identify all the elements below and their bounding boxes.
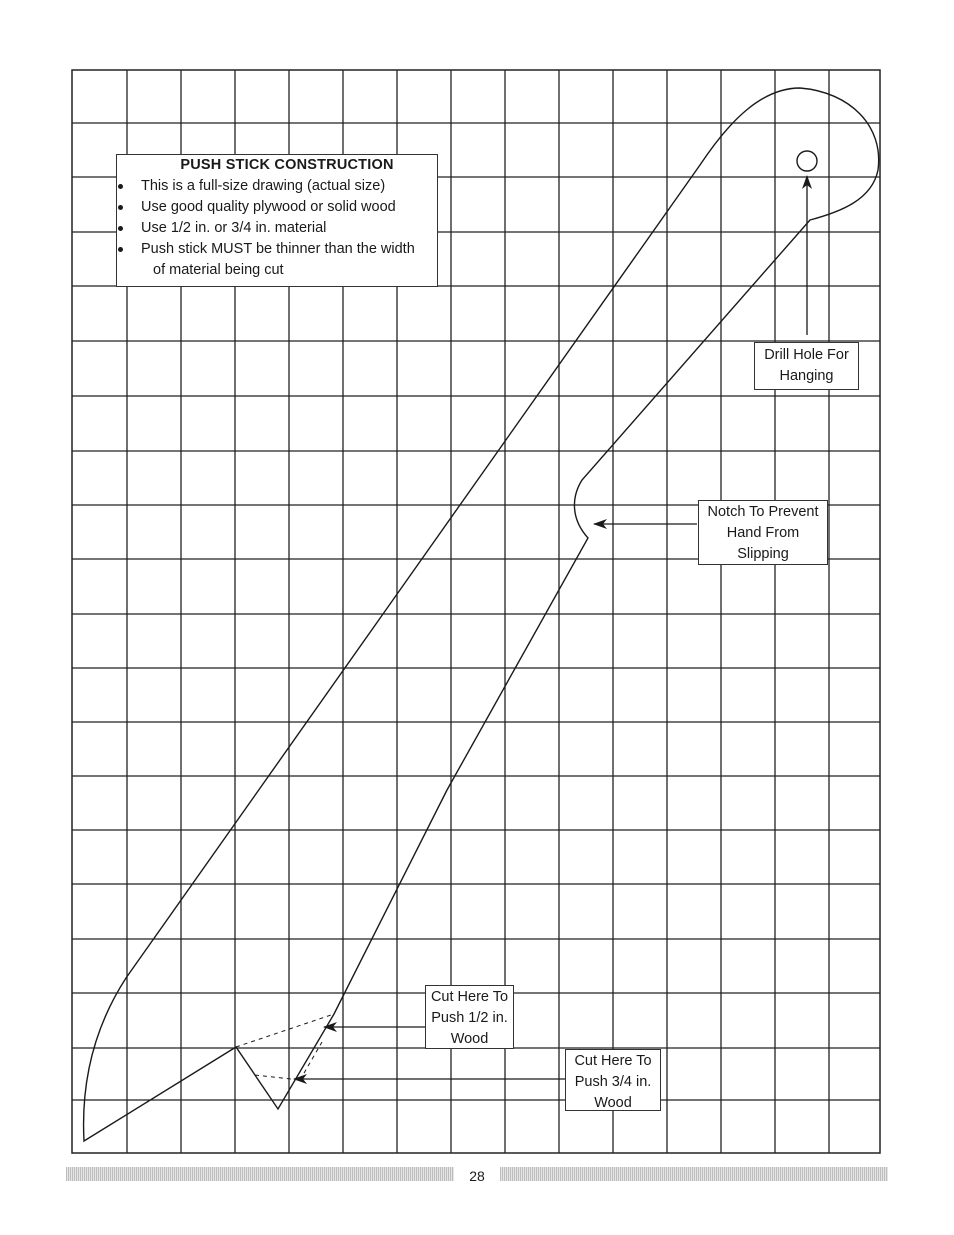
- construction-list: [117, 176, 437, 281]
- cut-line-half-inch: [236, 1014, 334, 1047]
- notch-label-line: Notch To Prevent: [707, 504, 819, 520]
- cut-half-inch-label-line: Cut Here To: [430, 989, 509, 1005]
- construction-bullet: This is a full-size drawing (actual size): [117, 176, 437, 197]
- cut-three-quarter-inch-label-line: Push 3/4 in.: [574, 1074, 652, 1090]
- construction-title: PUSH STICK CONSTRUCTION: [180, 157, 394, 173]
- cut-half-inch-label-line: Wood: [450, 1031, 489, 1047]
- footer-band-right: [500, 1167, 888, 1181]
- cut-half-inch-label-line: Push 1/2 in.: [431, 1010, 508, 1026]
- cut-line-three-quarter-inch: [255, 1075, 300, 1080]
- cut-three-quarter-inch-label: [565, 1049, 661, 1111]
- footer-band-left: [66, 1167, 454, 1181]
- page-number: 28: [469, 1168, 485, 1184]
- drill-hole-label-line: Drill Hole For: [764, 347, 849, 363]
- cut-three-quarter-inch-label-line: Cut Here To: [574, 1053, 652, 1069]
- hanging-hole: [797, 151, 817, 171]
- drill-hole-label-line: Hanging: [779, 368, 834, 384]
- construction-bullet-continuation: of material being cut: [153, 262, 284, 278]
- drill-hole-label: [754, 342, 859, 390]
- cut-three-quarter-inch-label-line: Wood: [594, 1095, 632, 1111]
- notch-label-line: Slipping: [737, 546, 789, 562]
- notch-label-line: Hand From: [726, 525, 800, 541]
- cut-half-inch-label: [425, 985, 514, 1049]
- construction-bullet: Use 1/2 in. or 3/4 in. material: [117, 218, 437, 239]
- notch-label: [698, 500, 828, 565]
- construction-notes-box: [116, 154, 438, 287]
- construction-bullet: Push stick MUST be thinner than the width: [117, 239, 437, 260]
- construction-bullet: Use good quality plywood or solid wood: [117, 197, 437, 218]
